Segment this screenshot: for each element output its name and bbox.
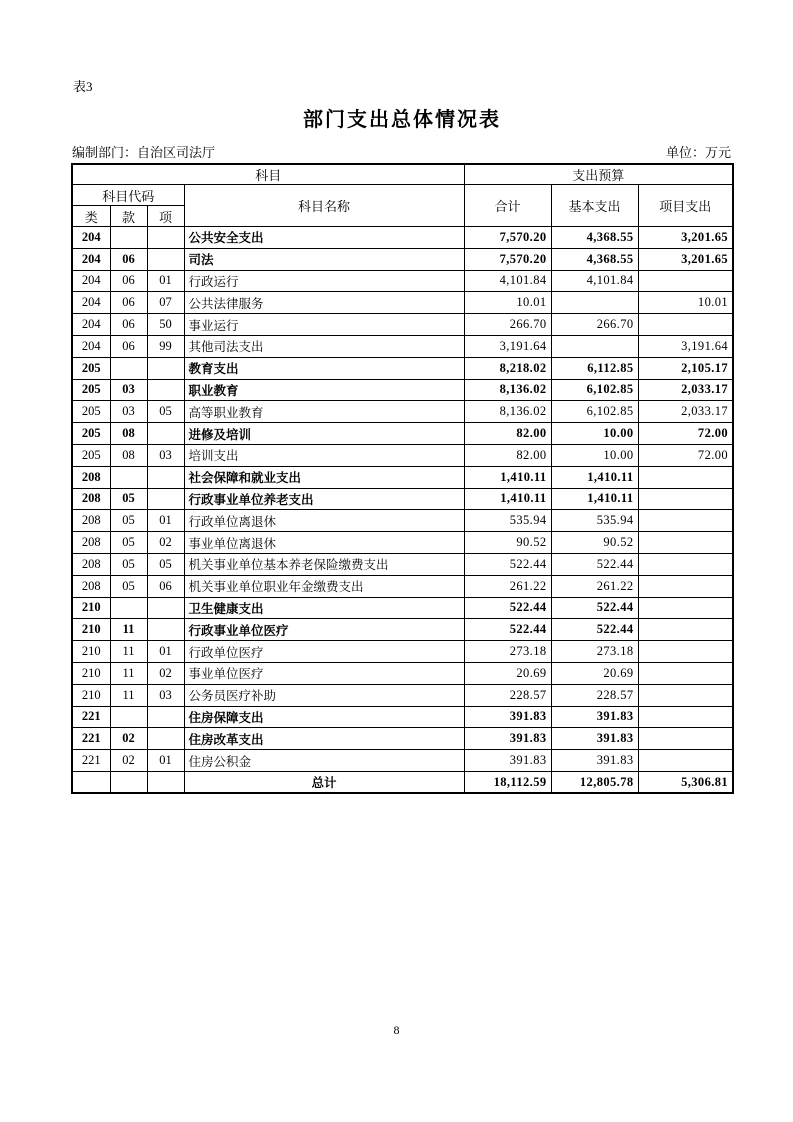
basic-expense-cell: 4,101.84 xyxy=(551,270,638,292)
table-row xyxy=(72,597,733,619)
table-row xyxy=(72,619,733,641)
page-number: 8 xyxy=(393,1023,400,1037)
total-cell: 8,136.02 xyxy=(464,379,551,401)
table-row xyxy=(72,292,733,314)
code-section-cell: 05 xyxy=(110,575,147,597)
code-section-cell: 05 xyxy=(110,532,147,554)
project-expense-cell: 2,033.17 xyxy=(638,379,733,401)
code-item-cell: 02 xyxy=(147,662,184,684)
header-item: 项 xyxy=(147,206,184,227)
basic-expense-cell: 20.69 xyxy=(551,662,638,684)
table-header xyxy=(72,164,733,227)
code-class-cell: 208 xyxy=(72,510,110,532)
header-project-expense: 项目支出 xyxy=(638,185,733,227)
basic-expense-cell: 261.22 xyxy=(551,575,638,597)
basic-expense-cell: 228.57 xyxy=(551,684,638,706)
basic-expense-cell: 391.83 xyxy=(551,750,638,772)
code-item-cell xyxy=(147,466,184,488)
table-row xyxy=(72,553,733,575)
code-class-cell: 205 xyxy=(72,444,110,466)
code-item-cell xyxy=(147,706,184,728)
subject-name-cell: 司法 xyxy=(184,248,464,270)
code-class-cell: 204 xyxy=(72,292,110,314)
code-class-cell: 210 xyxy=(72,641,110,663)
total-cell: 8,218.02 xyxy=(464,357,551,379)
table-row xyxy=(72,335,733,357)
subject-name-cell: 住房保障支出 xyxy=(184,706,464,728)
total-cell: 391.83 xyxy=(464,706,551,728)
subject-name-cell: 公务员医疗补助 xyxy=(184,684,464,706)
header-class: 类 xyxy=(72,206,110,227)
subject-name-cell: 行政运行 xyxy=(184,270,464,292)
code-item-cell xyxy=(147,619,184,641)
total-cell: 3,191.64 xyxy=(464,335,551,357)
code-class-cell: 204 xyxy=(72,227,110,249)
code-section-cell: 03 xyxy=(110,401,147,423)
subject-name-cell: 卫生健康支出 xyxy=(184,597,464,619)
total-cell: 7,570.20 xyxy=(464,248,551,270)
code-item-cell: 02 xyxy=(147,532,184,554)
total-cell: 266.70 xyxy=(464,314,551,336)
total-cell: 391.83 xyxy=(464,750,551,772)
code-class-cell: 204 xyxy=(72,314,110,336)
total-cell: 261.22 xyxy=(464,575,551,597)
code-item-cell: 07 xyxy=(147,292,184,314)
subject-name-cell: 培训支出 xyxy=(184,444,464,466)
project-expense-cell: 2,033.17 xyxy=(638,401,733,423)
code-class-cell: 221 xyxy=(72,750,110,772)
code-section-cell: 11 xyxy=(110,641,147,663)
project-expense-cell: 3,191.64 xyxy=(638,335,733,357)
subject-name-cell: 事业运行 xyxy=(184,314,464,336)
subject-name-cell: 公共安全支出 xyxy=(184,227,464,249)
code-class-cell: 210 xyxy=(72,684,110,706)
code-class-cell: 210 xyxy=(72,662,110,684)
code-item-cell: 99 xyxy=(147,335,184,357)
code-section-cell: 03 xyxy=(110,379,147,401)
header-basic-expense: 基本支出 xyxy=(551,185,638,227)
subject-name-cell: 机关事业单位职业年金缴费支出 xyxy=(184,575,464,597)
total-cell: 18,112.59 xyxy=(464,771,551,793)
table-row xyxy=(72,379,733,401)
project-expense-cell: 72.00 xyxy=(638,423,733,445)
subject-name-cell: 总计 xyxy=(184,771,464,793)
unit-label: 单位：万元 xyxy=(665,145,731,160)
table-row xyxy=(72,488,733,510)
total-cell: 391.83 xyxy=(464,728,551,750)
code-class-cell: 204 xyxy=(72,335,110,357)
table-row xyxy=(72,706,733,728)
code-section-cell xyxy=(110,771,147,793)
subject-name-cell: 行政事业单位养老支出 xyxy=(184,488,464,510)
subject-name-cell: 职业教育 xyxy=(184,379,464,401)
table-row xyxy=(72,641,733,663)
project-expense-cell xyxy=(638,314,733,336)
code-section-cell: 05 xyxy=(110,510,147,532)
basic-expense-cell: 6,102.85 xyxy=(551,379,638,401)
code-class-cell: 208 xyxy=(72,532,110,554)
basic-expense-cell xyxy=(551,292,638,314)
page-title: 部门支出总体情况表 xyxy=(303,109,501,131)
basic-expense-cell: 10.00 xyxy=(551,423,638,445)
code-section-cell: 06 xyxy=(110,314,147,336)
code-item-cell: 03 xyxy=(147,444,184,466)
total-cell: 82.00 xyxy=(464,423,551,445)
table-row xyxy=(72,662,733,684)
project-expense-cell xyxy=(638,706,733,728)
code-class-cell: 204 xyxy=(72,270,110,292)
header-total: 合计 xyxy=(464,185,551,227)
code-section-cell: 02 xyxy=(110,728,147,750)
basic-expense-cell: 4,368.55 xyxy=(551,248,638,270)
code-class-cell: 221 xyxy=(72,706,110,728)
subject-name-cell: 住房公积金 xyxy=(184,750,464,772)
total-cell: 7,570.20 xyxy=(464,227,551,249)
project-expense-cell xyxy=(638,597,733,619)
subject-name-cell: 进修及培训 xyxy=(184,423,464,445)
code-section-cell: 08 xyxy=(110,423,147,445)
basic-expense-cell: 6,112.85 xyxy=(551,357,638,379)
total-cell: 20.69 xyxy=(464,662,551,684)
code-item-cell xyxy=(147,357,184,379)
basic-expense-cell: 522.44 xyxy=(551,619,638,641)
total-cell: 82.00 xyxy=(464,444,551,466)
code-item-cell: 05 xyxy=(147,553,184,575)
project-expense-cell xyxy=(638,575,733,597)
code-class-cell: 204 xyxy=(72,248,110,270)
code-section-cell: 05 xyxy=(110,488,147,510)
total-cell: 522.44 xyxy=(464,553,551,575)
code-section-cell: 06 xyxy=(110,335,147,357)
code-class-cell: 208 xyxy=(72,553,110,575)
code-item-cell: 50 xyxy=(147,314,184,336)
code-item-cell xyxy=(147,728,184,750)
total-cell: 1,410.11 xyxy=(464,466,551,488)
table-row xyxy=(72,771,733,793)
code-section-cell xyxy=(110,466,147,488)
subject-name-cell: 教育支出 xyxy=(184,357,464,379)
code-item-cell xyxy=(147,597,184,619)
project-expense-cell xyxy=(638,641,733,663)
meta-row xyxy=(72,142,731,161)
total-cell: 90.52 xyxy=(464,532,551,554)
table-row xyxy=(72,575,733,597)
code-item-cell xyxy=(147,227,184,249)
table-row xyxy=(72,532,733,554)
code-section-cell xyxy=(110,706,147,728)
code-class-cell: 205 xyxy=(72,379,110,401)
code-class-cell: 208 xyxy=(72,466,110,488)
total-cell: 273.18 xyxy=(464,641,551,663)
code-class-cell: 221 xyxy=(72,728,110,750)
basic-expense-cell: 522.44 xyxy=(551,597,638,619)
code-section-cell: 06 xyxy=(110,270,147,292)
total-cell: 10.01 xyxy=(464,292,551,314)
project-expense-cell xyxy=(638,510,733,532)
basic-expense-cell: 391.83 xyxy=(551,706,638,728)
basic-expense-cell: 1,410.11 xyxy=(551,466,638,488)
project-expense-cell xyxy=(638,662,733,684)
code-section-cell: 11 xyxy=(110,662,147,684)
basic-expense-cell: 12,805.78 xyxy=(551,771,638,793)
code-class-cell: 205 xyxy=(72,357,110,379)
table-row xyxy=(72,750,733,772)
code-class-cell: 208 xyxy=(72,488,110,510)
subject-name-cell: 行政事业单位医疗 xyxy=(184,619,464,641)
project-expense-cell xyxy=(638,270,733,292)
header-budget: 支出预算 xyxy=(464,164,733,185)
subject-name-cell: 公共法律服务 xyxy=(184,292,464,314)
code-section-cell: 11 xyxy=(110,619,147,641)
code-item-cell: 01 xyxy=(147,641,184,663)
table-row xyxy=(72,248,733,270)
code-section-cell: 06 xyxy=(110,248,147,270)
total-cell: 535.94 xyxy=(464,510,551,532)
code-section-cell: 08 xyxy=(110,444,147,466)
basic-expense-cell: 266.70 xyxy=(551,314,638,336)
code-section-cell: 11 xyxy=(110,684,147,706)
header-subject-code: 科目代码 xyxy=(72,185,184,206)
subject-name-cell: 事业单位医疗 xyxy=(184,662,464,684)
table-row xyxy=(72,423,733,445)
code-item-cell: 01 xyxy=(147,750,184,772)
code-section-cell xyxy=(110,357,147,379)
header-subject: 科目 xyxy=(72,164,464,185)
code-item-cell: 03 xyxy=(147,684,184,706)
basic-expense-cell: 6,102.85 xyxy=(551,401,638,423)
code-item-cell xyxy=(147,423,184,445)
basic-expense-cell: 4,368.55 xyxy=(551,227,638,249)
code-item-cell: 01 xyxy=(147,270,184,292)
project-expense-cell: 5,306.81 xyxy=(638,771,733,793)
project-expense-cell: 3,201.65 xyxy=(638,227,733,249)
basic-expense-cell xyxy=(551,335,638,357)
code-item-cell xyxy=(147,771,184,793)
subject-name-cell: 行政单位离退休 xyxy=(184,510,464,532)
project-expense-cell xyxy=(638,750,733,772)
code-class-cell: 205 xyxy=(72,423,110,445)
code-item-cell xyxy=(147,488,184,510)
code-class-cell: 210 xyxy=(72,619,110,641)
code-item-cell xyxy=(147,248,184,270)
project-expense-cell: 10.01 xyxy=(638,292,733,314)
header-section: 款 xyxy=(110,206,147,227)
subject-name-cell: 高等职业教育 xyxy=(184,401,464,423)
project-expense-cell: 2,105.17 xyxy=(638,357,733,379)
subject-name-cell: 其他司法支出 xyxy=(184,335,464,357)
basic-expense-cell: 10.00 xyxy=(551,444,638,466)
subject-name-cell: 社会保障和就业支出 xyxy=(184,466,464,488)
header-subject-name: 科目名称 xyxy=(184,185,464,227)
code-section-cell: 06 xyxy=(110,292,147,314)
prepared-by-label: 编制部门：自治区司法厅 xyxy=(72,145,216,160)
basic-expense-cell: 522.44 xyxy=(551,553,638,575)
code-class-cell: 205 xyxy=(72,401,110,423)
code-section-cell: 05 xyxy=(110,553,147,575)
code-item-cell: 01 xyxy=(147,510,184,532)
project-expense-cell xyxy=(638,466,733,488)
code-class-cell: 208 xyxy=(72,575,110,597)
code-section-cell xyxy=(110,227,147,249)
table-row xyxy=(72,510,733,532)
code-item-cell: 06 xyxy=(147,575,184,597)
code-item-cell: 05 xyxy=(147,401,184,423)
project-expense-cell: 3,201.65 xyxy=(638,248,733,270)
project-expense-cell xyxy=(638,619,733,641)
project-expense-cell xyxy=(638,532,733,554)
table-body xyxy=(72,227,733,794)
table-row xyxy=(72,728,733,750)
code-item-cell xyxy=(147,379,184,401)
project-expense-cell xyxy=(638,488,733,510)
project-expense-cell xyxy=(638,553,733,575)
subject-name-cell: 事业单位离退休 xyxy=(184,532,464,554)
code-class-cell: 210 xyxy=(72,597,110,619)
table-row xyxy=(72,314,733,336)
table-row xyxy=(72,401,733,423)
subject-name-cell: 行政单位医疗 xyxy=(184,641,464,663)
total-cell: 8,136.02 xyxy=(464,401,551,423)
code-section-cell: 02 xyxy=(110,750,147,772)
code-class-cell xyxy=(72,771,110,793)
table-row xyxy=(72,270,733,292)
expenditure-table xyxy=(71,163,734,794)
basic-expense-cell: 273.18 xyxy=(551,641,638,663)
table-row xyxy=(72,444,733,466)
table-row xyxy=(72,466,733,488)
subject-name-cell: 住房改革支出 xyxy=(184,728,464,750)
table-row xyxy=(72,227,733,249)
total-cell: 522.44 xyxy=(464,597,551,619)
table-number-label: 表3 xyxy=(73,79,93,94)
total-cell: 522.44 xyxy=(464,619,551,641)
project-expense-cell xyxy=(638,728,733,750)
total-cell: 1,410.11 xyxy=(464,488,551,510)
basic-expense-cell: 535.94 xyxy=(551,510,638,532)
table-row xyxy=(72,684,733,706)
basic-expense-cell: 1,410.11 xyxy=(551,488,638,510)
basic-expense-cell: 391.83 xyxy=(551,728,638,750)
total-cell: 228.57 xyxy=(464,684,551,706)
total-cell: 4,101.84 xyxy=(464,270,551,292)
basic-expense-cell: 90.52 xyxy=(551,532,638,554)
project-expense-cell xyxy=(638,684,733,706)
table-row xyxy=(72,357,733,379)
subject-name-cell: 机关事业单位基本养老保险缴费支出 xyxy=(184,553,464,575)
code-section-cell xyxy=(110,597,147,619)
project-expense-cell: 72.00 xyxy=(638,444,733,466)
